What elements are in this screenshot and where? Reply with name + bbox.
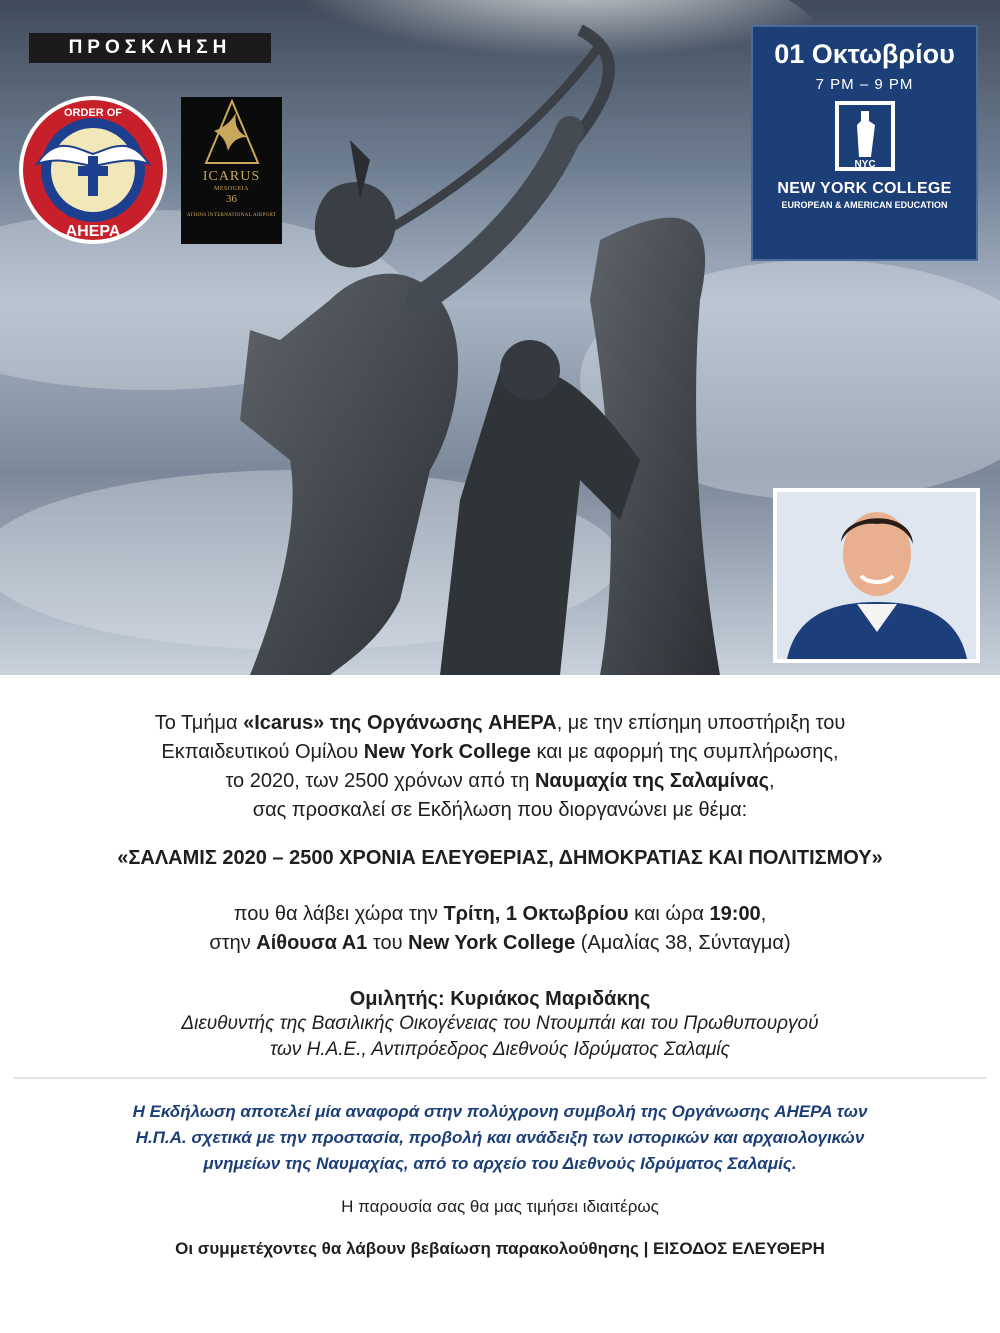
text: ,	[768, 770, 775, 792]
event-address: (Αμαλίας 38, Σύνταγμα)	[575, 932, 791, 954]
icarus-footer: ATHINS INTERNATIONAL AIRPORT	[186, 213, 277, 218]
speaker-role-line: Διευθυντής της Βασιλικής Οικογένειας του Ντουμπάι και του Πρωθυπουργού	[181, 1013, 819, 1034]
event-room: Αίθουσα Α1	[256, 932, 368, 954]
intro-line	[0, 709, 1000, 738]
honor-line: Η παρουσία σας θα μας τιμήσει ιδιαιτέρως	[341, 1197, 659, 1216]
event-date: 01 Οκτωβρίου	[774, 39, 955, 69]
event-note	[0, 1099, 1000, 1177]
intro-line	[0, 767, 1000, 796]
icarus-number: 36	[226, 193, 237, 205]
speaker-name: Ομιλητής: Κυριάκος Μαριδάκης	[349, 988, 651, 1010]
footer-line: Οι συμμετέχοντες θα λάβουν βεβαίωση παρακολούθησης | ΕΙΣΟΔΟΣ ΕΛΕΥΘΕΡΗ	[175, 1239, 825, 1258]
svg-text:AHEPA: AHEPA	[65, 223, 121, 240]
event-day: Τρίτη, 1 Οκτωβρίου	[443, 903, 629, 925]
text: και ώρα	[628, 903, 710, 925]
text: που θα λάβει χώρα την	[233, 903, 444, 925]
icarus-sub: MESOGEIA	[214, 186, 249, 192]
text: το 2020, των 2500 χρόνων από τη	[225, 770, 535, 792]
battle-name: Ναυμαχία της Σαλαμίνας	[534, 770, 769, 792]
college-name: NEW YORK COLLEGE	[777, 180, 952, 197]
text: Εκπαιδευτικού Ομίλου	[161, 741, 364, 763]
speaker-role-line: των Η.Α.Ε., Αντιπρόεδρος Διεθνούς Ιδρύματος Σαλαμίς	[270, 1039, 730, 1060]
college-tagline: EUROPEAN & AMERICAN EDUCATION	[781, 200, 948, 210]
intro-paragraph	[0, 709, 1000, 825]
event-date-box	[751, 25, 978, 261]
note-line: Η.Π.Α. σχετικά με την προστασία, προβολή και ανάδειξη των ιστορικών και αρχαιολογικών	[135, 1128, 865, 1147]
svg-text:ORDER OF: ORDER OF	[63, 107, 123, 119]
details-line	[0, 929, 1000, 958]
note-line: μνημείων της Ναυμαχίας, από το αρχείο του Διεθνούς Ιδρύματος Σαλαμίς.	[203, 1154, 797, 1173]
text: , με την επίσημη υποστήριξη του	[556, 712, 846, 734]
details-line	[0, 900, 1000, 929]
text: και με αφορμή της συμπλήρωσης,	[530, 741, 839, 763]
ahepa-logo	[17, 94, 169, 246]
organization-name: «Icarus» της Οργάνωσης AHEPA	[243, 712, 557, 734]
text: στην	[209, 932, 257, 954]
note-line: Η Εκδήλωση αποτελεί μία αναφορά στην πολύχρονη συμβολή της Οργάνωσης AHEPA των	[132, 1102, 868, 1121]
text: του	[367, 932, 409, 954]
speaker-role	[0, 1011, 1000, 1063]
event-venue: New York College	[408, 932, 576, 954]
text: Το Τμήμα	[154, 712, 244, 734]
icarus-emblem-icon	[202, 97, 262, 167]
college-mention: New York College	[363, 741, 531, 763]
speaker-photo	[773, 488, 980, 663]
logo-letters: NYC	[853, 159, 876, 170]
intro-line: σας προσκαλεί σε Εκδήλωση που διοργανώνει με θέμα:	[252, 799, 748, 821]
icarus-brand: ICARUS	[202, 169, 261, 184]
invitation-body	[0, 709, 1000, 1259]
divider	[14, 1077, 986, 1079]
icarus-logo	[181, 97, 282, 244]
new-york-college-icon	[835, 101, 895, 171]
event-details	[0, 900, 1000, 958]
intro-line	[0, 738, 1000, 767]
speaker-portrait-icon	[777, 492, 976, 659]
event-time: 7 PM – 9 PM	[815, 76, 914, 93]
text: ,	[760, 903, 767, 925]
event-theme: «ΣΑΛΑΜΙΣ 2020 – 2500 ΧΡΟΝΙΑ ΕΛΕΥΘΕΡΙΑΣ, ΔΗΜΟΚΡΑΤΙΑΣ ΚΑΙ ΠΟΛΙΤΙΣΜΟΥ»	[117, 847, 883, 869]
invitation-title: ΠΡΟΣΚΛΗΣΗ	[29, 33, 271, 63]
event-hour: 19:00	[709, 903, 761, 925]
